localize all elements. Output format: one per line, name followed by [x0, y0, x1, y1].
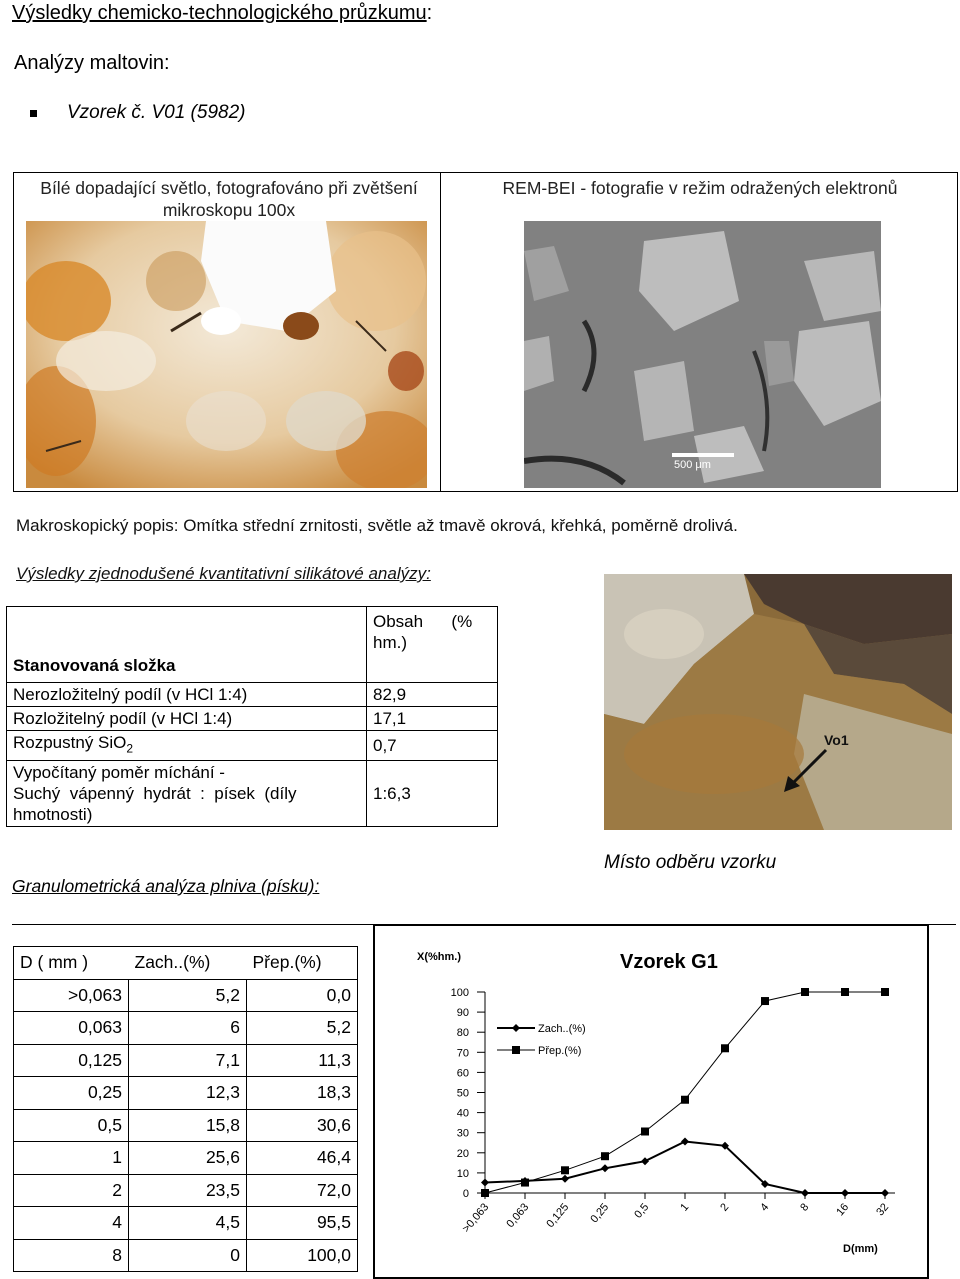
y-tick-label: 60: [456, 1067, 469, 1080]
scale-bar-label: 500 μm: [674, 459, 711, 471]
data-point: [561, 1175, 569, 1183]
legend-marker: [512, 1046, 520, 1054]
bullet-square-icon: [30, 110, 37, 117]
data-point: [601, 1152, 609, 1160]
y-tick-label: 0: [462, 1188, 469, 1200]
data-point: [881, 1189, 889, 1197]
y-tick-label: 10: [456, 1167, 469, 1180]
macro-description: Makroskopický popis: Omítka střední zrnitosti, světle až tmavě okrová, křehká, poměrně drolivá.: [16, 516, 738, 535]
table-header-row: D ( mm ) Zach..(%) Přep.(%): [14, 947, 358, 980]
x-axis-label: D(mm): [843, 1243, 878, 1255]
data-point: [641, 1127, 649, 1135]
chart-svg: [375, 926, 927, 1277]
data-point: [841, 1189, 849, 1197]
x-tick-label: 0,5: [632, 1201, 652, 1221]
x-tick-label: 2: [718, 1201, 732, 1214]
granulometry-table: [13, 946, 358, 1272]
y-tick-label: 30: [456, 1127, 469, 1140]
x-tick-label: >0,063: [460, 1201, 492, 1235]
series-line-zach: [485, 1142, 885, 1194]
table-row: 0,5 15,8 30,6: [14, 1109, 358, 1142]
granulometry-chart: [373, 924, 929, 1279]
table-row: Rozpustný SiO$_2$ 0,7: [7, 731, 498, 761]
table-row: 1 25,6 46,4: [14, 1142, 358, 1175]
table-row: 0,25 12,3 18,3: [14, 1077, 358, 1110]
site-caption: Místo odběru vzorku: [604, 852, 777, 873]
col-header-component: Stanovovaná složka: [7, 607, 367, 683]
data-point: [561, 1166, 569, 1174]
section-heading: Analýzy maltovin:: [14, 52, 170, 74]
data-point: [681, 1138, 689, 1146]
x-tick-label: 1: [678, 1201, 692, 1214]
col-header-content: Obsah (% hm.): [367, 607, 498, 683]
table-row: 8 0 100,0: [14, 1239, 358, 1272]
x-tick-label: 8: [798, 1201, 812, 1214]
data-point: [801, 1189, 809, 1197]
photo-caption-left: Bílé dopadající světlo, fotografováno při zvětšení mikroskopu 100x: [40, 178, 418, 220]
data-point: [521, 1179, 529, 1187]
microscope-photo: [26, 221, 427, 488]
legend-marker: [512, 1024, 520, 1032]
table-row: >0,063 5,2 0,0: [14, 979, 358, 1012]
sample-marker-label: Vo1: [824, 732, 849, 748]
silicate-table: [6, 606, 498, 827]
table-row: 0,125 7,1 11,3: [14, 1044, 358, 1077]
y-tick-label: 90: [456, 1007, 469, 1020]
data-point: [481, 1179, 489, 1187]
x-tick-label: 0,25: [588, 1201, 612, 1226]
x-tick-label: 0,125: [544, 1201, 572, 1231]
granulometry-heading: Granulometrická analýza plniva (písku):: [12, 876, 320, 896]
photo-caption-right: REM-BEI - fotografie v režim odražených elektronů: [502, 178, 898, 198]
data-point: [641, 1157, 649, 1165]
data-point: [481, 1189, 489, 1197]
table-row: Nerozložitelný podíl (v HCl 1:4) 82,9: [7, 683, 498, 707]
table-row: 4 4,5 95,5: [14, 1207, 358, 1240]
legend-label: Zach..(%): [538, 1023, 586, 1035]
table-row: 2 23,5 72,0: [14, 1174, 358, 1207]
x-tick-label: 4: [758, 1201, 772, 1214]
sem-photo: [524, 221, 881, 488]
data-point: [881, 988, 889, 996]
y-tick-label: 100: [450, 987, 469, 999]
data-point: [601, 1164, 609, 1172]
silicate-heading: Výsledky zjednodušené kvantitativní silikátové analýzy:: [16, 564, 431, 583]
legend-label: Přep.(%): [538, 1045, 582, 1057]
y-tick-label: 20: [456, 1147, 469, 1160]
data-point: [801, 988, 809, 996]
photo-panel: [13, 172, 958, 492]
chart-title: Vzorek G1: [620, 951, 718, 973]
divider: [440, 173, 441, 491]
y-tick-label: 50: [456, 1087, 469, 1100]
data-point: [841, 988, 849, 996]
y-tick-label: 80: [456, 1027, 469, 1040]
sample-bullet: [30, 102, 245, 124]
data-point: [721, 1044, 729, 1052]
x-tick-label: 0,063: [504, 1201, 532, 1231]
table-row: 0,063 6 5,2: [14, 1012, 358, 1045]
page-title: Výsledky chemicko-technologického průzkumu:: [12, 2, 433, 24]
data-point: [681, 1096, 689, 1104]
y-tick-label: 70: [456, 1047, 469, 1060]
table-row: Rozložitelný podíl (v HCl 1:4) 17,1: [7, 707, 498, 731]
sample-site-photo: [604, 574, 952, 830]
x-tick-label: 32: [874, 1201, 892, 1219]
x-tick-label: 16: [834, 1201, 852, 1219]
y-axis-label: X(%hm.): [417, 951, 461, 963]
data-point: [761, 997, 769, 1005]
table-row: Vypočítaný poměr míchání - Suchý vápenný hydrát : písek (díly hmotnosti) 1:6,3: [7, 761, 498, 827]
y-tick-label: 40: [456, 1107, 469, 1120]
sample-label: Vzorek č. V01 (5982): [67, 102, 246, 123]
